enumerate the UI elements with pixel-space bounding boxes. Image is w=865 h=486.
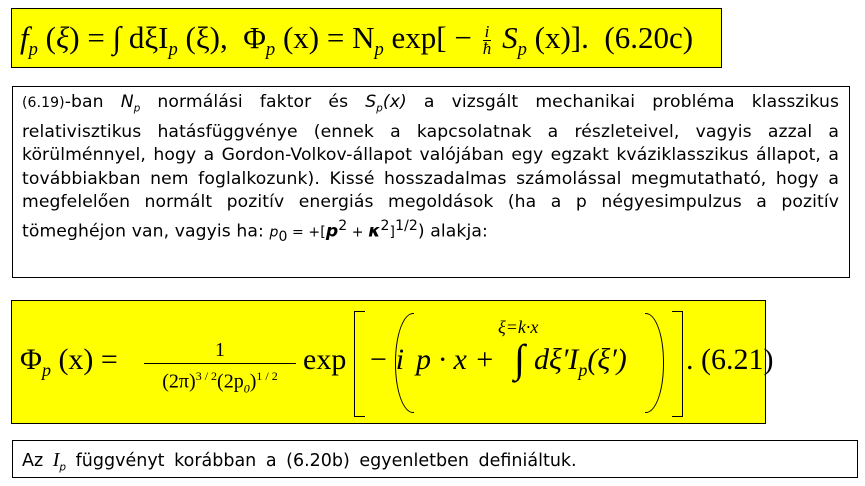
frac-numerator: 1 [144, 339, 296, 364]
eq-S: S [502, 20, 518, 55]
symbol-kappa: κ [368, 221, 381, 242]
equation-6-21-formula [12, 301, 774, 423]
symbol-x: (x) [382, 92, 407, 112]
eq-i-over-hbar [483, 24, 492, 57]
symbol-sub: p [133, 102, 141, 115]
text: ) alakja: [417, 221, 488, 242]
eq-exp: exp [303, 343, 347, 376]
integrand: dξ′I [534, 343, 579, 376]
symbol-sup: 2 [380, 217, 390, 234]
symbol-N: N [120, 92, 134, 112]
eq-sub: p [168, 39, 178, 61]
integral-upper-limit: ξ=k·x [498, 317, 539, 337]
eq-xi: ξ [56, 20, 70, 55]
paragraph-text [22, 91, 839, 250]
den-sub: 0 [243, 381, 250, 396]
reference-6-19: (6.19) [22, 95, 65, 111]
frac-denominator [144, 364, 296, 401]
right-square-bracket [672, 311, 683, 417]
symbol-sup: 1/2 [395, 217, 418, 234]
eq-exp: exp[ − [391, 20, 472, 55]
bottom-note [12, 440, 858, 478]
eq-integrand [534, 343, 627, 387]
den-sup: 1 / 2 [256, 369, 278, 383]
eq-p-dot-x: p · x + [416, 343, 495, 376]
eq-x-eq: (x) = [58, 343, 118, 376]
eq-sub: p [578, 360, 588, 380]
explanation-paragraph [12, 86, 850, 278]
equation-6-20c [11, 8, 722, 68]
equation-number: (6.21) [701, 343, 774, 376]
text: függvényt korábban a (6.20b) egyenletben definiáltuk. [66, 451, 577, 471]
text: -ban [64, 92, 121, 112]
eq-minus-i: − i [368, 343, 405, 376]
eq-x-paren: (x) = N [282, 20, 375, 55]
frac-denominator: ħ [482, 39, 492, 59]
eq-fraction [144, 339, 296, 401]
equation-number: (6.20c) [604, 20, 694, 55]
text: normálási faktor és [140, 92, 366, 112]
symbol-sup: 2 [338, 217, 348, 234]
symbol-p0: p [269, 224, 279, 241]
symbol-sub: p [376, 102, 383, 115]
eq-phi: Φ [20, 343, 42, 376]
text: ] [389, 224, 396, 241]
bottom-note-text [22, 448, 847, 480]
text: = +[ [287, 224, 326, 241]
eq-integral: = ∫ dξI [87, 20, 169, 55]
den-part: ) [249, 370, 257, 393]
eq-sub: p [265, 39, 276, 61]
den-part: (2p [217, 370, 244, 393]
text: Az [22, 451, 53, 471]
den-part: (2π) [162, 370, 196, 393]
symbol-p-bold: p [325, 221, 339, 242]
frac-numerator: i [484, 22, 490, 42]
symbol-S: S [365, 92, 377, 112]
left-parenthesis [395, 313, 414, 413]
right-parenthesis [645, 313, 664, 413]
eq-tail: . [686, 343, 694, 376]
text: a vizsgált mechanikai probléma klasszikus relativisztikus hatásfüggvénye (ennek a kapcsolatnak a részleteivel, vagyis azzal a körülménnyel, hogy a Gordon-Volkov-állapot valójában egy egzakt kváziklasszikus állapot, a továbbiakban nem foglalkozunk). Kissé hosszadalmas számolással megmutatható, hogy a megfelelően normált pozitív energiás megoldások (ha a p négyesimpulzus a pozitív tömeghéjon van, vagyis ha: [22, 92, 839, 242]
den-sup: 3 / 2 [195, 369, 218, 383]
eq-xi-paren: (ξ), [185, 20, 228, 55]
symbol-I: I [52, 449, 60, 471]
eq-f: f [20, 20, 29, 55]
equation-6-21 [11, 300, 774, 424]
eq-xi-prime: (ξ′) [587, 343, 627, 376]
eq-tail: (x)]. [534, 20, 589, 55]
eq-phi-part [20, 343, 118, 387]
left-square-bracket [354, 311, 365, 417]
symbol-sub: 0 [278, 229, 288, 246]
eq-sub: p [374, 39, 384, 61]
eq-sub: p [28, 39, 38, 61]
symbol-sub: p [59, 461, 67, 474]
text: + [347, 224, 369, 241]
equation-6-20c-formula: $f_p$ (ξ) = ∫ dξI$_p$ (ξ), $\Phi_p$ $(x) = N_p$ exp[ − $\frac{i}{ħ}$ $S_p$ (x)]. (6.20c) [20, 20, 694, 61]
eq-sub: p [517, 39, 527, 61]
eq-sub: p [41, 360, 51, 380]
integral-sign: ∫ [514, 336, 525, 381]
eq-tail-number [686, 343, 773, 377]
eq-phi: Φ [243, 20, 266, 55]
